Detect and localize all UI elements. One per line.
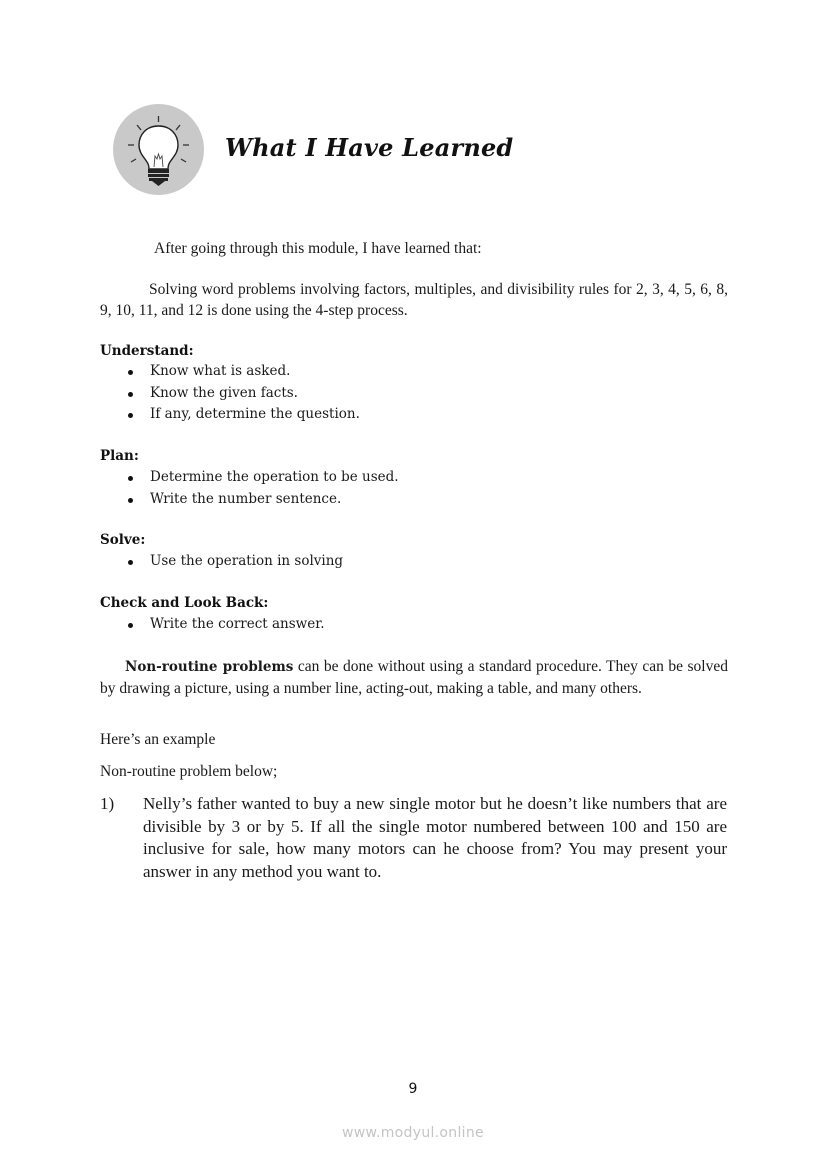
lightbulb-icon	[113, 104, 204, 195]
page-number: 9	[408, 1081, 418, 1097]
example-line-2: Non-routine problem below;	[100, 763, 278, 780]
understand-list	[100, 361, 360, 426]
nonroutine-text: can be done without using a standard procedure. They can be solved by drawing a picture, using a number line, acting-out, making a table, and many others.	[100, 658, 728, 697]
step-heading-plan: Plan:	[100, 448, 139, 464]
page-title: What I Have Learned	[225, 133, 514, 162]
summary-paragraph	[100, 279, 728, 321]
problem-text: Nelly’s father wanted to buy a new single motor but he doesn’t like numbers that are divisible by 3 or by 5. If all the single motor numbered between 100 and 150 are inclusive for sale, how many motors can he choose from? You may present your answer in any method you want to.	[143, 794, 727, 881]
check-list	[100, 614, 325, 636]
step-heading-check: Check and Look Back:	[100, 595, 269, 611]
step-heading-solve: Solve:	[100, 532, 146, 548]
watermark: www.modyul.online	[342, 1125, 484, 1141]
bullet-icon	[128, 560, 133, 565]
nonroutine-term: Non-routine problems	[125, 659, 294, 675]
bullet-icon	[128, 370, 133, 375]
nonroutine-paragraph	[100, 656, 728, 699]
list-item: Write the number sentence.	[100, 489, 399, 511]
list-item: Know what is asked.	[100, 361, 360, 383]
list-item: Know the given facts.	[100, 383, 360, 405]
section-header	[113, 104, 533, 196]
plan-list	[100, 467, 399, 510]
list-item: Use the operation in solving	[100, 551, 343, 573]
list-item: Write the correct answer.	[100, 614, 325, 636]
summary-text: Solving word problems involving factors, multiples, and divisibility rules for 2, 3, 4, 5, 6, 8, 9, 10, 11, and 12 is done using the 4-step process.	[100, 281, 728, 319]
step-heading-understand: Understand:	[100, 343, 194, 359]
intro-text: After going through this module, I have learned that:	[154, 240, 482, 257]
bullet-icon	[128, 498, 133, 503]
solve-list	[100, 551, 343, 573]
problem-number: 1)	[100, 794, 115, 813]
list-item: If any, determine the question.	[100, 404, 360, 426]
bullet-icon	[128, 392, 133, 397]
bullet-icon	[128, 623, 133, 628]
bullet-icon	[128, 476, 133, 481]
bullet-icon	[128, 413, 133, 418]
example-line-1: Here’s an example	[100, 731, 216, 748]
list-item: Determine the operation to be used.	[100, 467, 399, 489]
